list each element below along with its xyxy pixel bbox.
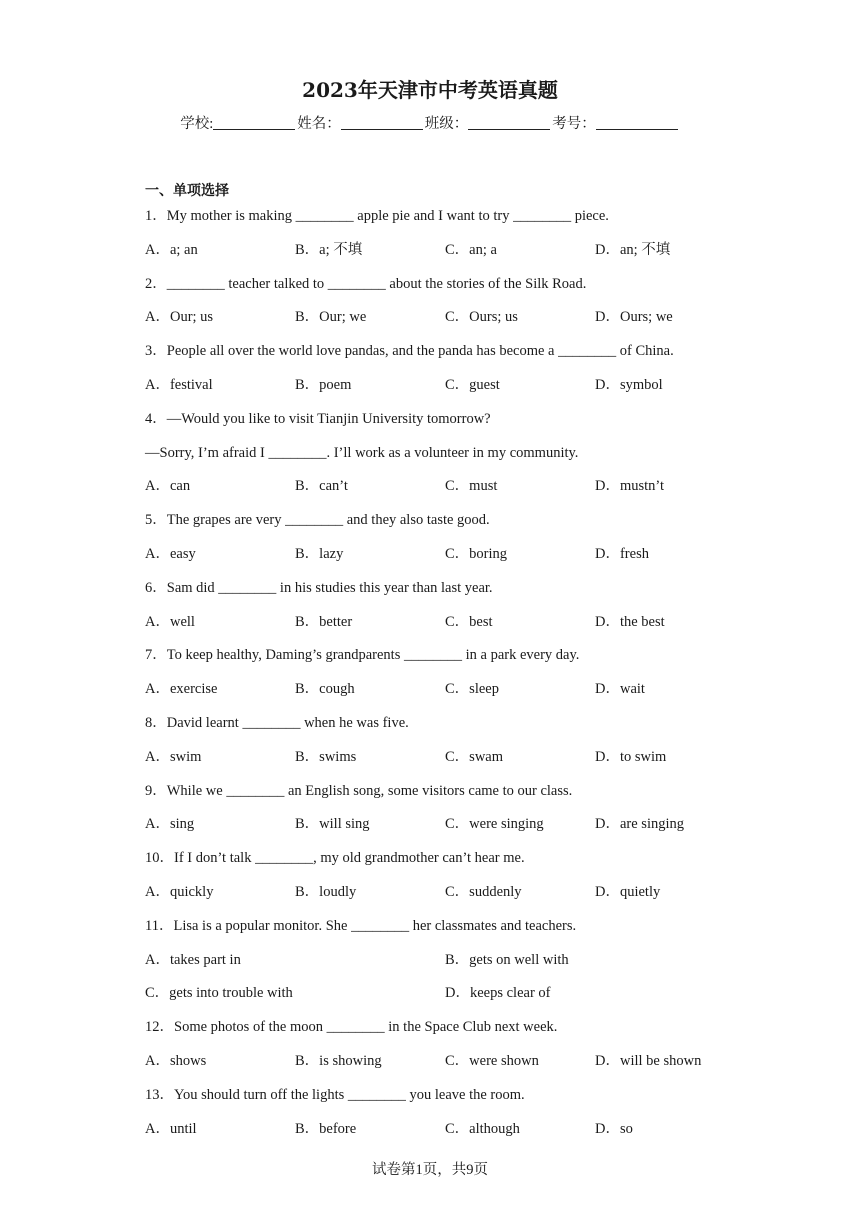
class-label: 班级： (424, 116, 469, 132)
option-b[interactable]: B．a; 不填 (295, 241, 363, 258)
option-d[interactable]: D．symbol (595, 376, 663, 393)
exam-title: 2023年天津市中考英语真题 (302, 78, 558, 102)
options-row (145, 741, 765, 775)
options-row (145, 977, 765, 1011)
school-blank[interactable] (213, 115, 295, 130)
question-stem: 6．Sam did ________ in his studies this year than last year. (145, 579, 493, 596)
page-footer: 试卷第1页，共9页 (372, 1162, 488, 1178)
option-c[interactable]: C．sleep (445, 681, 499, 698)
option-b[interactable]: B．lazy (295, 545, 344, 562)
question-stem: 5．The grapes are very ________ and they also taste good. (145, 512, 490, 529)
option-a[interactable]: A．shows (145, 1052, 207, 1069)
options-row (145, 808, 765, 842)
option-c[interactable]: C．gets into trouble with (145, 985, 293, 1002)
question-stem: 2．________ teacher talked to ________ about the stories of the Silk Road. (145, 275, 587, 292)
option-d[interactable]: D．quietly (595, 883, 661, 900)
option-a[interactable]: A．takes part in (145, 951, 241, 968)
options-row (145, 470, 765, 504)
class-blank[interactable] (468, 115, 550, 130)
question-stem: 8．David learnt ________ when he was five. (145, 714, 409, 731)
option-a[interactable]: A．until (145, 1120, 197, 1137)
question-stem: 1．My mother is making ________ apple pie and I want to try ________ piece. (145, 208, 609, 224)
option-a[interactable]: A．exercise (145, 681, 218, 698)
option-b[interactable]: B．is showing (295, 1052, 382, 1069)
option-d[interactable]: D．Ours; we (595, 309, 673, 326)
option-a[interactable]: A．a; an (145, 241, 198, 258)
option-d[interactable]: D．fresh (595, 545, 649, 562)
option-c[interactable]: C．were singing (445, 816, 544, 833)
question-stem: 12．Some photos of the moon ________ in the Space Club next week. (145, 1019, 558, 1036)
options-row (145, 606, 765, 640)
option-b[interactable]: B．Our; we (295, 309, 367, 326)
option-d[interactable]: D．an; 不填 (595, 241, 671, 258)
exam-number-blank[interactable] (596, 115, 678, 130)
option-a[interactable]: A．swim (145, 748, 202, 765)
option-c[interactable]: C．an; a (445, 241, 497, 258)
option-d[interactable]: D．are singing (595, 816, 684, 833)
option-d[interactable]: D．wait (595, 681, 645, 698)
option-c[interactable]: C．best (445, 613, 493, 630)
options-row (145, 538, 765, 572)
option-b[interactable]: B．swims (295, 748, 357, 765)
option-b[interactable]: B．poem (295, 376, 352, 393)
options-row (145, 1113, 765, 1147)
option-d[interactable]: D．the best (595, 613, 665, 630)
option-d[interactable]: D．keeps clear of (445, 985, 551, 1002)
option-a[interactable]: A．sing (145, 816, 195, 833)
options-row (145, 876, 765, 910)
option-d[interactable]: D．will be shown (595, 1052, 702, 1069)
option-c[interactable]: C．were shown (445, 1052, 539, 1069)
exam-number-label: 考号： (552, 116, 596, 132)
options-row (145, 944, 765, 978)
name-blank[interactable] (341, 115, 423, 130)
option-c[interactable]: C．suddenly (445, 883, 522, 900)
student-info-line (0, 112, 860, 133)
option-b[interactable]: B．before (295, 1120, 357, 1137)
options-row (145, 369, 765, 403)
option-b[interactable]: B．better (295, 613, 353, 630)
question-stem: 3．People all over the world love pandas, and the panda has become a ________ of China. (145, 343, 674, 360)
question-stem: 7．To keep healthy, Daming’s grandparents ________ in a park every day. (145, 647, 580, 664)
question-stem: 13．You should turn off the lights ________ you leave the room. (145, 1086, 525, 1103)
name-label: 姓名： (297, 116, 341, 132)
option-a[interactable]: A．quickly (145, 883, 214, 900)
option-c[interactable]: C．boring (445, 545, 508, 562)
option-c[interactable]: C．Ours; us (445, 309, 518, 326)
question-stem: 10．If I don’t talk ________, my old grandmother can’t hear me. (145, 850, 525, 867)
section-title: 一、单项选择 (145, 183, 229, 199)
option-a[interactable]: A．Our; us (145, 309, 214, 326)
option-a[interactable]: A．easy (145, 545, 196, 562)
question-stem: 4．—Would you like to visit Tianjin University tomorrow? (145, 410, 491, 427)
option-b[interactable]: B．will sing (295, 816, 370, 833)
question-stem: —Sorry, I’m afraid I ________. I’ll work as a volunteer in my community. (145, 444, 579, 461)
option-c[interactable]: C．guest (445, 376, 500, 393)
option-d[interactable]: D．so (595, 1120, 633, 1137)
option-a[interactable]: A．well (145, 613, 195, 630)
option-a[interactable]: A．festival (145, 376, 213, 393)
question-list (145, 200, 765, 1146)
options-row (145, 301, 765, 335)
option-b[interactable]: B．loudly (295, 883, 357, 900)
option-c[interactable]: C．swam (445, 748, 503, 765)
option-b[interactable]: B．cough (295, 681, 355, 698)
options-row (145, 1045, 765, 1079)
option-d[interactable]: D．mustn’t (595, 478, 665, 495)
option-b[interactable]: B．can’t (295, 478, 348, 495)
question-stem: 11．Lisa is a popular monitor. She ________ her classmates and teachers. (145, 917, 577, 934)
option-a[interactable]: A．can (145, 478, 191, 495)
options-row (145, 234, 765, 268)
question-stem: 9．While we ________ an English song, some visitors came to our class. (145, 782, 573, 799)
option-c[interactable]: C．must (445, 478, 498, 495)
option-d[interactable]: D．to swim (595, 748, 667, 765)
school-label: 学校: (180, 116, 214, 132)
options-row (145, 673, 765, 707)
option-c[interactable]: C．although (445, 1120, 520, 1137)
option-b[interactable]: B．gets on well with (445, 951, 569, 968)
